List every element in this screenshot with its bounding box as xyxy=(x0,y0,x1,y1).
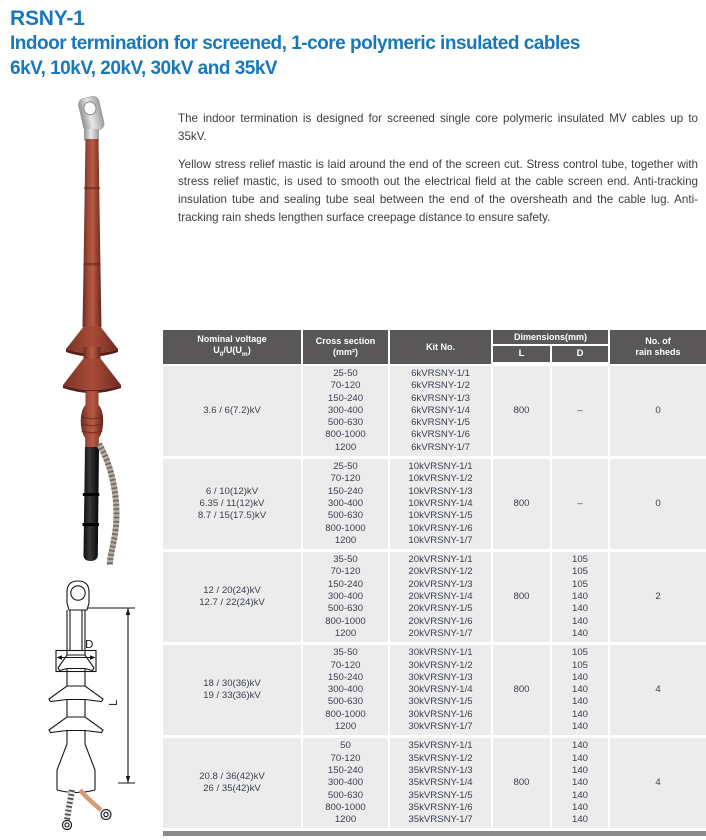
dim-d-value: 140 xyxy=(571,801,588,813)
dim-d-value: 140 xyxy=(571,764,588,776)
table-section xyxy=(163,645,706,735)
kit-no-value: 10kVRSNY-1/4 xyxy=(408,497,473,509)
cross-section-value: 800-1000 xyxy=(325,522,366,534)
kit-no-value: 30kVRSNY-1/3 xyxy=(408,671,473,683)
rain-sheds-value: 0 xyxy=(655,497,661,509)
kit-no-value: 20kVRSNY-1/3 xyxy=(408,578,473,590)
voltage-cell xyxy=(163,459,301,549)
table-body xyxy=(163,366,706,828)
kit-no-value: 20kVRSNY-1/7 xyxy=(408,627,473,639)
product-code: RSNY-1 xyxy=(10,7,85,30)
header-dimensions xyxy=(493,330,608,364)
kit-no-value: 6kVRSNY-1/5 xyxy=(411,417,470,429)
rain-sheds-value: 4 xyxy=(655,777,661,789)
dim-l-cell xyxy=(493,459,550,549)
kit-no-value: 10kVRSNY-1/5 xyxy=(408,510,473,522)
drawing-rain-shed xyxy=(49,717,103,733)
kit-no-value: 35kVRSNY-1/6 xyxy=(408,801,473,813)
voltage-value: 3.6 / 6(7.2)kV xyxy=(203,404,261,416)
rain-sheds-value: 2 xyxy=(655,591,661,603)
kit-no-value: 20kVRSNY-1/2 xyxy=(408,566,473,578)
earth-lead-lug xyxy=(101,810,111,820)
header-dim-d: D xyxy=(552,346,608,362)
kit-no-value: 10kVRSNY-1/3 xyxy=(408,485,473,497)
kit-no-value: 35kVRSNY-1/4 xyxy=(408,777,473,789)
table-header-row xyxy=(163,330,706,364)
arrowhead xyxy=(90,655,96,659)
kit-no-value: 10kVRSNY-1/7 xyxy=(408,534,473,546)
rain-sheds-value: 0 xyxy=(655,404,661,416)
header-rain-sheds xyxy=(610,330,706,364)
cross-section-value: 150-240 xyxy=(327,764,364,776)
dim-d-cell xyxy=(552,366,608,456)
tube-joint-line xyxy=(83,263,101,265)
termination-photo xyxy=(20,95,160,565)
dim-d-value: 105 xyxy=(571,659,588,671)
dim-d-value: – xyxy=(577,404,583,416)
dim-d-value: 140 xyxy=(571,752,588,764)
dim-d-value: 140 xyxy=(571,789,588,801)
table-section xyxy=(163,552,706,642)
voltage-value: 26 / 35(42)kV xyxy=(203,783,261,795)
cross-section-value: 1200 xyxy=(334,627,357,639)
dim-d-value: 140 xyxy=(571,627,588,639)
kit-no-value: 10kVRSNY-1/6 xyxy=(408,522,473,534)
dim-l-value: 800 xyxy=(513,404,530,416)
table-section xyxy=(163,738,706,828)
cross-section-value: 300-400 xyxy=(327,591,364,603)
rain-sheds-cell xyxy=(610,366,706,456)
dim-d-value: 140 xyxy=(571,696,588,708)
kit-no-value: 35kVRSNY-1/1 xyxy=(408,740,473,752)
cross-section-value: 500-630 xyxy=(327,603,364,615)
kit-no-value: 20kVRSNY-1/6 xyxy=(408,615,473,627)
header-dimensions-sub xyxy=(493,346,608,362)
kit-no-value: 35kVRSNY-1/5 xyxy=(408,789,473,801)
kit-no-value: 35kVRSNY-1/3 xyxy=(408,764,473,776)
rain-sheds-cell xyxy=(610,459,706,549)
arrowhead xyxy=(57,655,63,659)
header-rain-sheds-line2: rain sheds xyxy=(635,347,681,357)
dim-d-value: 140 xyxy=(571,684,588,696)
drawing-rain-shed xyxy=(49,686,103,702)
cross-section-value: 800-1000 xyxy=(325,801,366,813)
cross-section-value: 150-240 xyxy=(327,578,364,590)
cross-section-cell xyxy=(303,552,388,642)
kit-no-value: 6kVRSNY-1/4 xyxy=(411,404,470,416)
header-voltage-symbol: $U_0/U(U_m)$ xyxy=(213,345,251,358)
header-cross-section: Cross section (mm²) xyxy=(303,330,388,364)
kit-no-value: 6kVRSNY-1/2 xyxy=(411,380,470,392)
dim-l-cell xyxy=(493,366,550,456)
voltage-value: 18 / 30(36)kV xyxy=(203,677,261,689)
kit-no-cell xyxy=(390,366,491,456)
cross-section-value: 25-50 xyxy=(333,461,358,473)
page-title: Indoor termination for screened, 1-core polymeric insulated cables xyxy=(10,33,580,54)
dim-d-value: 140 xyxy=(571,814,588,826)
voltage-cell xyxy=(163,738,301,828)
cross-section-value: 1200 xyxy=(334,441,357,453)
kit-no-cell xyxy=(390,738,491,828)
termination-dimension-drawing xyxy=(15,578,160,836)
voltage-value: 8.7 / 15(17.5)kV xyxy=(197,510,267,522)
cross-section-value: 35-50 xyxy=(333,647,358,659)
spec-table xyxy=(163,330,706,836)
cross-section-value: 25-50 xyxy=(333,368,358,379)
kit-no-value: 10kVRSNY-1/1 xyxy=(408,461,473,473)
shed-collar xyxy=(84,347,101,361)
title-block xyxy=(10,5,580,81)
tube-joint-line xyxy=(84,187,101,189)
rain-sheds-cell xyxy=(610,645,706,735)
dim-d-value: 105 xyxy=(571,578,588,590)
dim-l-value: 800 xyxy=(513,497,530,509)
dim-d-value: 140 xyxy=(571,603,588,615)
dim-l-value: 800 xyxy=(513,777,530,789)
cross-section-value: 300-400 xyxy=(327,777,364,789)
dim-d-value: 140 xyxy=(571,721,588,733)
cross-section-value: 150-240 xyxy=(327,485,364,497)
header-dim-l: L xyxy=(493,346,550,362)
dim-d-value: 140 xyxy=(571,777,588,789)
cross-section-value: 800-1000 xyxy=(325,615,366,627)
kit-no-value: 20kVRSNY-1/5 xyxy=(408,603,473,615)
kit-no-value: 6kVRSNY-1/7 xyxy=(411,441,470,453)
dim-d-value: 140 xyxy=(571,615,588,627)
drawing-lug xyxy=(67,581,89,610)
cross-section-cell xyxy=(303,459,388,549)
cross-section-cell xyxy=(303,738,388,828)
voltage-value: 6 / 10(12)kV xyxy=(205,485,259,497)
dimension-l-label: L xyxy=(107,699,120,706)
earth-lead-copper xyxy=(80,790,101,810)
kit-no-value: 20kVRSNY-1/1 xyxy=(408,554,473,566)
description-paragraph-1: The indoor termination is designed for screened single core polymeric insulated MV cables up to 35kV. xyxy=(178,112,698,143)
anti-tracking-tube xyxy=(83,139,102,327)
voltage-value: 12 / 20(24)kV xyxy=(203,584,261,596)
cross-section-value: 70-120 xyxy=(330,566,361,578)
kit-no-value: 30kVRSNY-1/2 xyxy=(408,659,473,671)
voltage-value: 19 / 33(36)kV xyxy=(203,690,261,702)
description-block xyxy=(178,110,698,227)
cross-section-value: 1200 xyxy=(334,721,357,733)
cross-section-value: 70-120 xyxy=(330,752,361,764)
arrowhead xyxy=(126,608,130,615)
dim-d-cell xyxy=(552,552,608,642)
cross-section-value: 70-120 xyxy=(330,473,361,485)
kit-no-value: 30kVRSNY-1/4 xyxy=(408,684,473,696)
jacket-joint xyxy=(83,493,100,496)
cross-section-value: 35-50 xyxy=(333,554,358,566)
cross-section-value: 1200 xyxy=(334,814,357,826)
kit-no-value: 35kVRSNY-1/7 xyxy=(408,814,473,826)
page-subtitle: 6kV, 10kV, 20kV, 30kV and 35kV xyxy=(10,57,278,79)
kit-no-value: 30kVRSNY-1/6 xyxy=(408,708,473,720)
header-nominal-voltage-line1: Nominal voltage xyxy=(197,334,267,345)
drawing-flare xyxy=(57,744,95,793)
header-rain-sheds-line1: No. of xyxy=(645,336,671,346)
cross-section-cell xyxy=(303,645,388,735)
voltage-cell xyxy=(163,366,301,456)
table-section xyxy=(163,366,706,456)
dim-d-value: – xyxy=(577,497,583,509)
dim-d-value: 140 xyxy=(571,708,588,720)
cross-section-value: 50 xyxy=(340,740,351,752)
cross-section-value: 70-120 xyxy=(330,659,361,671)
rain-sheds-cell xyxy=(610,552,706,642)
description-paragraph-2: Yellow stress relief mastic is laid around the end of the screen cut. Stress control tube, together with stress relief mastic, is used to smooth out the electrical field at the cable screen end. Anti-tracking insulation tube and sealing tube seal between the end of the oversheath and the cable lug. Anti-tracking rain sheds lengthen surface creepage distance to ensure safety. xyxy=(178,157,698,224)
voltage-value: 20.8 / 36(42)kV xyxy=(199,771,265,783)
dim-l-value: 800 xyxy=(513,591,530,603)
dim-l-cell xyxy=(493,645,550,735)
cross-section-value: 150-240 xyxy=(327,392,364,404)
table-section xyxy=(163,459,706,549)
kit-no-value: 30kVRSNY-1/7 xyxy=(408,721,473,733)
kit-no-value: 6kVRSNY-1/1 xyxy=(411,368,470,379)
cross-section-value: 500-630 xyxy=(327,696,364,708)
table-bottom-bar xyxy=(163,831,706,836)
dim-d-value: 105 xyxy=(571,554,588,566)
cable-jacket xyxy=(84,447,100,561)
earth-lead-lug xyxy=(62,820,71,829)
cross-section-value: 1200 xyxy=(334,534,357,546)
cross-section-value: 500-630 xyxy=(327,789,364,801)
dim-d-cell xyxy=(552,645,608,735)
cross-section-value: 500-630 xyxy=(327,417,364,429)
dim-d-value: 140 xyxy=(571,591,588,603)
voltage-cell xyxy=(163,645,301,735)
kit-no-value: 6kVRSNY-1/6 xyxy=(411,429,470,441)
dim-d-value: 105 xyxy=(571,647,588,659)
voltage-value: 12.7 / 22(24)kV xyxy=(199,597,265,609)
dimension-d-label: D xyxy=(85,638,94,651)
cross-section-value: 300-400 xyxy=(327,404,364,416)
kit-no-value: 30kVRSNY-1/5 xyxy=(408,696,473,708)
cross-section-value: 300-400 xyxy=(327,497,364,509)
dim-d-cell xyxy=(552,459,608,549)
dim-d-value: 140 xyxy=(571,671,588,683)
arrowhead xyxy=(126,776,130,783)
kit-no-cell xyxy=(390,552,491,642)
kit-no-cell xyxy=(390,645,491,735)
rain-sheds-value: 4 xyxy=(655,684,661,696)
dim-l-value: 800 xyxy=(513,684,530,696)
cross-section-value: 70-120 xyxy=(330,380,361,392)
kit-no-value: 35kVRSNY-1/2 xyxy=(408,752,473,764)
dim-d-cell xyxy=(552,738,608,828)
cable-lug-photo xyxy=(77,95,105,133)
voltage-cell xyxy=(163,552,301,642)
header-nominal-voltage xyxy=(163,330,301,364)
dim-d-value: 140 xyxy=(571,740,588,752)
rain-shed-photo xyxy=(63,359,121,390)
jacket-joint xyxy=(83,523,100,526)
cross-section-value: 800-1000 xyxy=(325,708,366,720)
rain-sheds-cell xyxy=(610,738,706,828)
dim-l-cell xyxy=(493,552,550,642)
kit-no-value: 30kVRSNY-1/1 xyxy=(408,647,473,659)
dim-d-value: 105 xyxy=(571,566,588,578)
voltage-value: 6.35 / 11(12)kV xyxy=(199,497,265,509)
cross-section-value: 300-400 xyxy=(327,684,364,696)
kit-no-cell xyxy=(390,459,491,549)
cross-section-value: 800-1000 xyxy=(325,429,366,441)
cross-section-value: 500-630 xyxy=(327,510,364,522)
dim-l-cell xyxy=(493,738,550,828)
cross-section-cell xyxy=(303,366,388,456)
header-kit-no: Kit No. xyxy=(390,330,491,364)
kit-no-value: 10kVRSNY-1/2 xyxy=(408,473,473,485)
cross-section-value: 150-240 xyxy=(327,671,364,683)
kit-no-value: 20kVRSNY-1/4 xyxy=(408,591,473,603)
kit-no-value: 6kVRSNY-1/3 xyxy=(411,392,470,404)
header-dimensions-label: Dimensions(mm) xyxy=(493,330,608,346)
